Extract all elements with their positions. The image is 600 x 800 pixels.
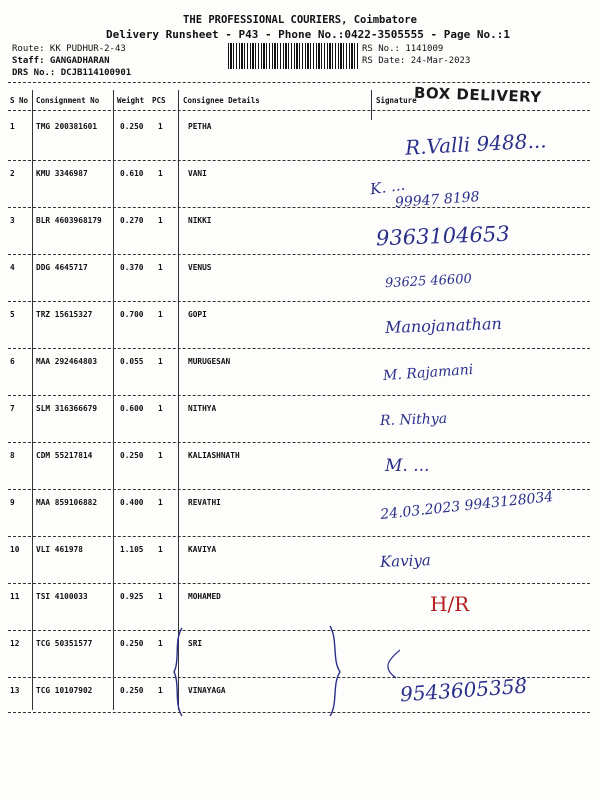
row-sno: 2 xyxy=(10,169,15,178)
staff-label: Staff: GANGADHARAN xyxy=(12,56,110,66)
signature-row-2: K. ... xyxy=(368,175,407,199)
row-consignment-no: TMG 200381601 xyxy=(36,122,98,131)
row-consignee: VINAYAGA xyxy=(188,686,226,695)
signature-row-5: Manojanathan xyxy=(384,313,503,338)
signature-row-7: R. Nithya xyxy=(379,410,448,430)
row-sno: 4 xyxy=(10,263,15,272)
row-consignee: KALIASHNATH xyxy=(188,451,240,460)
company-title: THE PROFESSIONAL COURIERS, Coimbatore xyxy=(183,14,417,26)
signature-row-11: H/R xyxy=(430,592,470,616)
row-consignment-no: TCG 10107902 xyxy=(36,686,93,695)
row-consignee: NIKKI xyxy=(188,216,212,225)
runsheet-title: Delivery Runsheet - P43 - Phone No.:0422-3505555 - Page No.:1 xyxy=(106,28,510,41)
row-consignment-no: KMU 3346987 xyxy=(36,169,88,178)
row-sno: 12 xyxy=(10,639,20,648)
row-weight: 0.600 xyxy=(120,404,144,413)
row-consignment-no: SLM 316366679 xyxy=(36,404,98,413)
signature-row-13: 9543605358 xyxy=(399,673,528,707)
row-pcs: 1 xyxy=(158,545,163,554)
signature-row-10: Kaviya xyxy=(379,551,432,571)
signature-row-4: 93625 46600 xyxy=(384,271,473,292)
header-divider xyxy=(8,82,590,83)
rs-number: RS No.: 1141009 xyxy=(362,44,444,54)
row-consignment-no: BLR 4603968179 xyxy=(36,216,102,225)
row-consignee: NITHYA xyxy=(188,404,217,413)
row-sno: 8 xyxy=(10,451,15,460)
row-sno: 13 xyxy=(10,686,20,695)
row-sno: 5 xyxy=(10,310,15,319)
row-divider xyxy=(8,583,590,584)
col-weight: Weight xyxy=(117,96,145,105)
row-weight: 0.400 xyxy=(120,498,144,507)
row-sno: 9 xyxy=(10,498,15,507)
row-consignment-no: TSI 4100033 xyxy=(36,592,88,601)
row-consignee: KAVIYA xyxy=(188,545,217,554)
row-weight: 0.055 xyxy=(120,357,144,366)
column-line xyxy=(178,90,179,710)
row-pcs: 1 xyxy=(158,310,163,319)
footer-divider xyxy=(8,712,590,713)
row-weight: 0.925 xyxy=(120,592,144,601)
row-consignment-no: TRZ 15615327 xyxy=(36,310,93,319)
row-weight: 0.270 xyxy=(120,216,144,225)
row-pcs: 1 xyxy=(158,686,163,695)
row-pcs: 1 xyxy=(158,498,163,507)
handwritten-bracket xyxy=(160,620,400,720)
row-consignment-no: TCG 50351577 xyxy=(36,639,93,648)
row-consignee: VANI xyxy=(188,169,207,178)
row-consignee: SRI xyxy=(188,639,203,648)
row-pcs: 1 xyxy=(158,592,163,601)
row-divider xyxy=(8,207,590,208)
row-pcs: 1 xyxy=(158,169,163,178)
row-weight: 0.700 xyxy=(120,310,144,319)
row-sno: 10 xyxy=(10,545,20,554)
col-sno: S No xyxy=(10,96,29,105)
row-sno: 3 xyxy=(10,216,15,225)
row-sno: 6 xyxy=(10,357,15,366)
row-pcs: 1 xyxy=(158,216,163,225)
signature-row-9: 24.03.2023 9943128034 xyxy=(379,488,555,524)
column-line xyxy=(371,90,372,120)
col-consignee: Consignee Details xyxy=(183,96,260,105)
row-weight: 0.370 xyxy=(120,263,144,272)
row-divider xyxy=(8,536,590,537)
row-weight: 0.250 xyxy=(120,122,144,131)
row-pcs: 1 xyxy=(158,639,163,648)
box-delivery-stamp: BOX DELIVERY xyxy=(413,83,543,107)
row-consignee: REVATHI xyxy=(188,498,221,507)
row-divider xyxy=(8,489,590,490)
column-line xyxy=(113,90,114,710)
row-consignee: PETHA xyxy=(188,122,212,131)
col-pcs: PCS xyxy=(152,96,166,105)
row-divider xyxy=(8,160,590,161)
row-weight: 0.610 xyxy=(120,169,144,178)
row-pcs: 1 xyxy=(158,263,163,272)
row-pcs: 1 xyxy=(158,451,163,460)
row-weight: 0.250 xyxy=(120,639,144,648)
row-divider xyxy=(8,395,590,396)
row-divider xyxy=(8,442,590,443)
signature-row-8: M. ... xyxy=(385,456,430,476)
row-weight: 1.105 xyxy=(120,545,144,554)
row-pcs: 1 xyxy=(158,122,163,131)
row-divider xyxy=(8,348,590,349)
row-consignment-no: MAA 859106882 xyxy=(36,498,98,507)
row-consignment-no: CDM 55217814 xyxy=(36,451,93,460)
row-pcs: 1 xyxy=(158,404,163,413)
row-sno: 11 xyxy=(10,592,20,601)
row-consignment-no: MAA 292464803 xyxy=(36,357,98,366)
rs-date: RS Date: 24-Mar-2023 xyxy=(362,56,471,66)
barcode xyxy=(228,43,358,69)
signature-row-2-phone: 99947 8198 xyxy=(394,189,481,211)
row-sno: 7 xyxy=(10,404,15,413)
row-divider xyxy=(8,301,590,302)
row-consignee: MURUGESAN xyxy=(188,357,231,366)
route-label: Route: KK PUDHUR-2-43 xyxy=(12,44,126,54)
row-divider xyxy=(8,254,590,255)
col-signature: Signature xyxy=(376,96,417,105)
drs-number: DRS No.: DCJB114100901 xyxy=(12,68,132,78)
row-consignee: VENUS xyxy=(188,263,212,272)
column-header-divider xyxy=(8,110,590,111)
row-consignee: MOHAMED xyxy=(188,592,221,601)
row-pcs: 1 xyxy=(158,357,163,366)
row-weight: 0.250 xyxy=(120,451,144,460)
row-consignment-no: VLI 461978 xyxy=(36,545,83,554)
signature-row-6: M. Rajamani xyxy=(382,361,474,385)
signature-row-1: R.Valli 9488... xyxy=(404,128,547,160)
column-line xyxy=(32,90,33,710)
row-sno: 1 xyxy=(10,122,15,131)
row-consignee: GOPI xyxy=(188,310,207,319)
signature-row-3: 9363104653 xyxy=(375,221,510,251)
row-consignment-no: DDG 4645717 xyxy=(36,263,88,272)
col-consignment: Consignment No xyxy=(36,96,100,105)
row-weight: 0.250 xyxy=(120,686,144,695)
